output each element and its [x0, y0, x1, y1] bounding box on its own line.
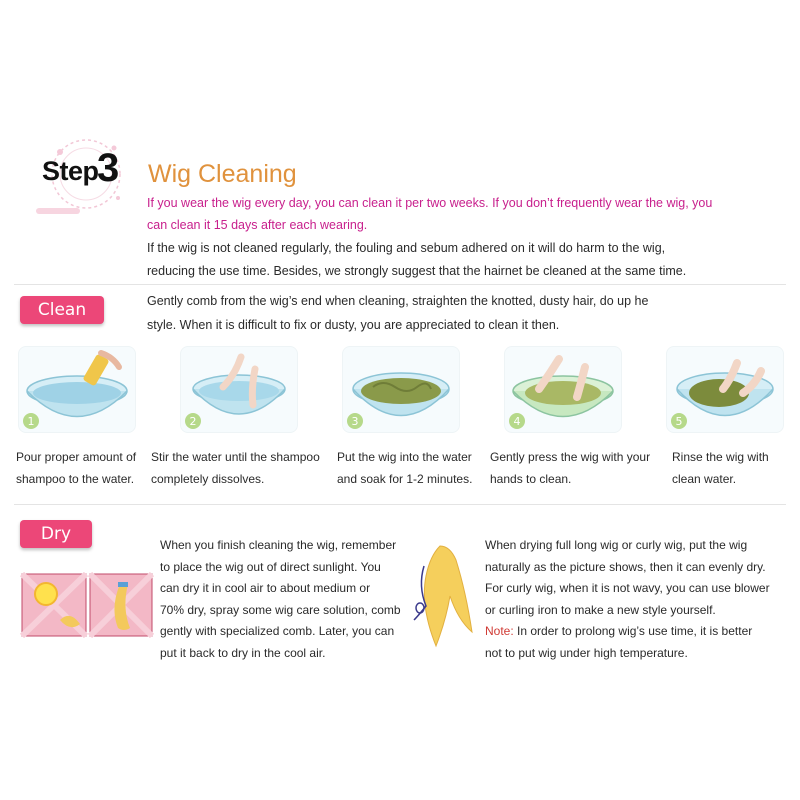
step-2-illustration	[180, 346, 298, 433]
step-label: Step	[42, 156, 99, 186]
step-4-caption-line-1: Gently press the wig with your	[490, 450, 651, 464]
divider	[14, 504, 786, 505]
step-3-caption	[337, 446, 472, 490]
dry-note-line-2: not to put wig under high temperature.	[485, 645, 688, 660]
step-3-caption-line-2: and soak for 1-2 minutes.	[337, 472, 473, 486]
step-3-number: 3	[351, 415, 359, 428]
cool-air-drying-illustration	[90, 574, 152, 636]
hanging-wig-illustration	[410, 540, 480, 650]
step-3-caption-line-1: Put the wig into the water	[337, 450, 472, 464]
step-1-caption-line-1: Pour proper amount of	[16, 450, 137, 464]
dry-right-text	[485, 535, 770, 664]
dry-left-line-3: can dry it in cool air to about medium or	[160, 581, 371, 595]
step-5-caption-line-2: clean water.	[672, 472, 737, 486]
intro-pink-line-2: can clean it 15 days after each wearing.	[147, 218, 368, 232]
note-label: Note:	[485, 624, 514, 638]
intro-dark-line-2: reducing the use time. Besides, we strongly suggest that the hairnet be cleaned at the same time.	[147, 264, 687, 278]
step-1-illustration	[18, 346, 136, 433]
step-number: 3	[97, 146, 120, 190]
step-5-caption-line-1: Rinse the wig with	[672, 450, 769, 464]
dry-right-line-2: naturally as the picture shows, then it can evenly dry.	[485, 559, 766, 574]
dry-left-line-6: put it back to dry in the cool air.	[160, 645, 326, 660]
step-5-caption	[672, 446, 769, 490]
step-5-number: 5	[675, 415, 683, 428]
step-3-illustration	[342, 346, 460, 433]
step-2-caption	[151, 446, 320, 490]
intro-dark-line-1: If the wig is not cleaned regularly, the fouling and sebum adhered on it will do harm to the wig,	[147, 241, 666, 255]
step-1-caption-line-2: shampoo to the water.	[16, 472, 135, 486]
step-1-caption	[16, 446, 136, 490]
dry-left-text	[160, 535, 401, 664]
sun-drying-illustration	[22, 574, 86, 636]
step-4-caption	[490, 446, 650, 490]
step-2-number: 2	[189, 415, 197, 428]
section-title: Wig Cleaning	[148, 160, 297, 188]
clean-text-line-2: style. When it is difficult to fix or dusty, you are appreciated to clean it then.	[147, 318, 560, 332]
dry-right-line-4: or curling iron to make a new style yourself.	[485, 602, 716, 617]
clean-text-line-1: Gently comb from the wig’s end when cleaning, straighten the knotted, dusty hair, do up he	[147, 294, 649, 308]
step-5-illustration	[666, 346, 784, 433]
divider	[14, 284, 786, 285]
step-1-number: 1	[27, 415, 35, 428]
step-2-caption-line-2: completely dissolves.	[151, 472, 265, 486]
note-text: In order to prolong wig’s use time, it is better	[513, 624, 753, 638]
dry-left-line-4: 70% dry, spray some wig care solution, comb	[160, 602, 401, 617]
dry-left-line-2: to place the wig out of direct sunlight. You	[160, 559, 381, 574]
intro-pink-line-1: If you wear the wig every day, you can clean it per two weeks. If you don’t frequently wear the wig, you	[147, 196, 713, 210]
dry-left-line-1: When you finish cleaning the wig, remember	[160, 538, 397, 552]
dry-right-line-3: For curly wig, when it is not wavy, you can use blower	[485, 581, 770, 595]
step-2-caption-line-1: Stir the water until the shampoo	[151, 450, 320, 464]
dry-right-line-1: When drying full long wig or curly wig, put the wig	[485, 538, 748, 552]
dry-note-line-1	[485, 621, 770, 643]
step-4-number: 4	[513, 415, 521, 428]
step-4-caption-line-2: hands to clean.	[490, 472, 572, 486]
dry-badge: Dry	[20, 520, 92, 548]
clean-badge: Clean	[20, 296, 104, 324]
dry-illustrations	[20, 572, 154, 638]
step-4-illustration	[504, 346, 622, 433]
dry-left-line-5: gently with specialized comb. Later, you can	[160, 624, 395, 638]
